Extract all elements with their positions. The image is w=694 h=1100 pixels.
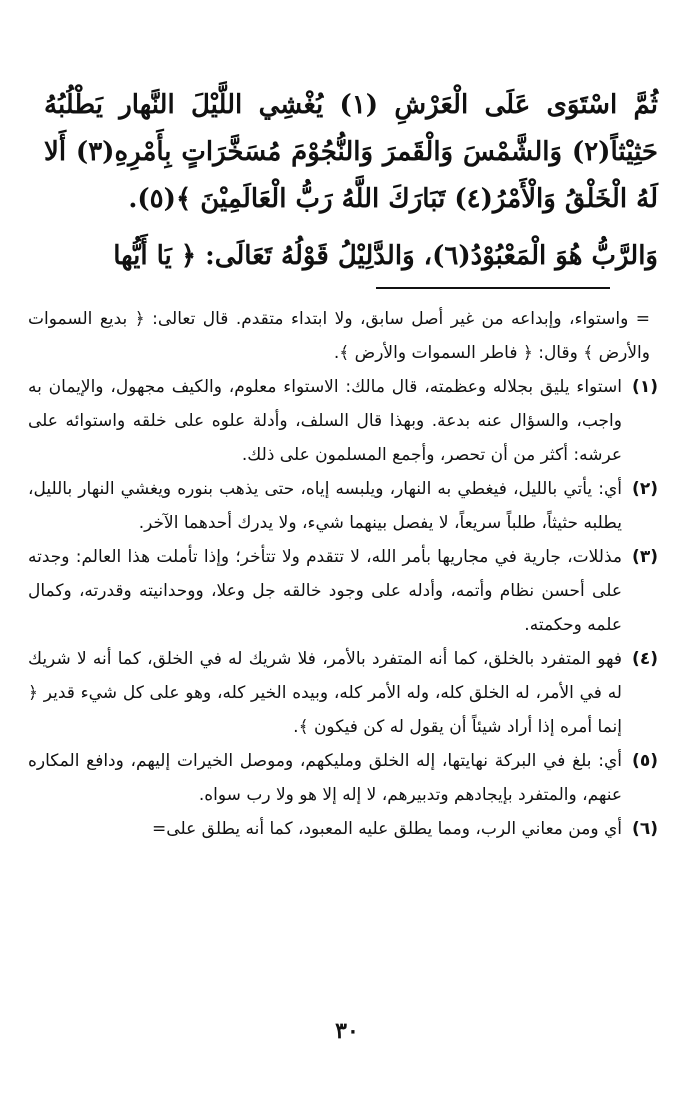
footnote-2 — [28, 472, 658, 540]
footnote-text: أي: بلغ في البركة نهايتها، إله الخلق ومليكهم، وموصل الخيرات إليهم، ودافع المكاره عنهم، والمتفرد بإيجادهم وتدبيرهم، لا إله إلا هو ولا رب سواه. — [28, 751, 622, 805]
footnote-text: أي ومن معاني الرب، ومما يطلق عليه المعبود، كما أنه يطلق على= — [152, 819, 622, 839]
footnote-number: (٤) — [632, 649, 658, 669]
main-paragraph-1: ثُمَّ اسْتَوَى عَلَى الْعَرْشِ (١) يُغْشِي اللَّيْلَ النَّهار يَطْلُبُهُ حَثِيْثاً(٢) وَالشَّمْسَ وَالْقَمرَ وَالنُّجُوْمَ مُسَخَّرَاتٍ بِأَمْرِهِ(٣) أَلا لَهُ الْخَلْقُ وَالْأَمْرُ(٤) تَبَارَكَ اللَّهُ رَبُّ الْعَالَمِيْنَ ﴾(٥). — [44, 90, 659, 214]
footnote-continuation — [28, 302, 658, 370]
main-paragraph-2: وَالرَّبُّ هُوَ الْمَعْبُوْدُ(٦)، وَالدَّلِيْلُ قَوْلُهُ تَعَالَى: ﴿ يَا أَيُّها — [113, 241, 658, 271]
footnote-text: = واستواء، وإبداعه من غير أصل سابق، ولا ابتداء متقدم. قال تعالى: ﴿ بديع السموات والأرض ﴾ وقال: ﴿ فاطر السموات والأرض ﴾. — [28, 309, 650, 363]
footnote-divider — [376, 287, 610, 289]
footnote-number: (٣) — [632, 547, 658, 567]
main-text — [44, 82, 658, 280]
footnotes — [28, 302, 658, 846]
footnote-text: استواء يليق بجلاله وعظمته، قال مالك: الاستواء معلوم، والكيف مجهول، والإيمان به واجب، والسؤال عنه بدعة. وبهذا قال السلف، وأدلة علوه على خلقه واستوائه على عرشه: أكثر من أن تحصر، وأجمع المسلمون على ذلك. — [28, 377, 622, 465]
footnote-number: (١) — [632, 377, 658, 397]
page-number: ٣٠ — [335, 1018, 359, 1044]
footnote-number: (٥) — [632, 751, 658, 771]
footnote-number: (٢) — [632, 479, 658, 499]
footnote-1 — [28, 370, 658, 472]
footnote-5 — [28, 744, 658, 812]
footnote-3 — [28, 540, 658, 642]
footnote-number: (٦) — [632, 819, 658, 839]
footnote-text: مذللات، جارية في مجاريها بأمر الله، لا تتقدم ولا تتأخر؛ وإذا تأملت هذا العالم: وجدته على أحسن نظام وأتمه، وأدله على وجود خالقه جل وعلا، ووحدانيته وقدرته، وكمال علمه وحكمته. — [28, 547, 622, 635]
footnote-4 — [28, 642, 658, 744]
footnote-text: أي: يأتي بالليل، فيغطي به النهار، ويلبسه إياه، حتى يذهب بنوره ويغشي النهار بالليل، يطلبه حثيثاً، طلباً سريعاً، لا يفصل بينهما شيء، ولا يدرك أحدهما الآخر. — [28, 479, 622, 533]
footnote-text: فهو المتفرد بالخلق، كما أنه المتفرد بالأمر، فلا شريك له في الخلق، كما أنه لا شريك له في الأمر، له الخلق كله، وله الأمر كله، وبيده الخير كله، وهو على كل شيء قدير ﴿ إنما أمره إذا أراد شيئاً أن يقول له كن فيكون ﴾. — [28, 649, 622, 737]
footnote-6 — [28, 812, 658, 846]
